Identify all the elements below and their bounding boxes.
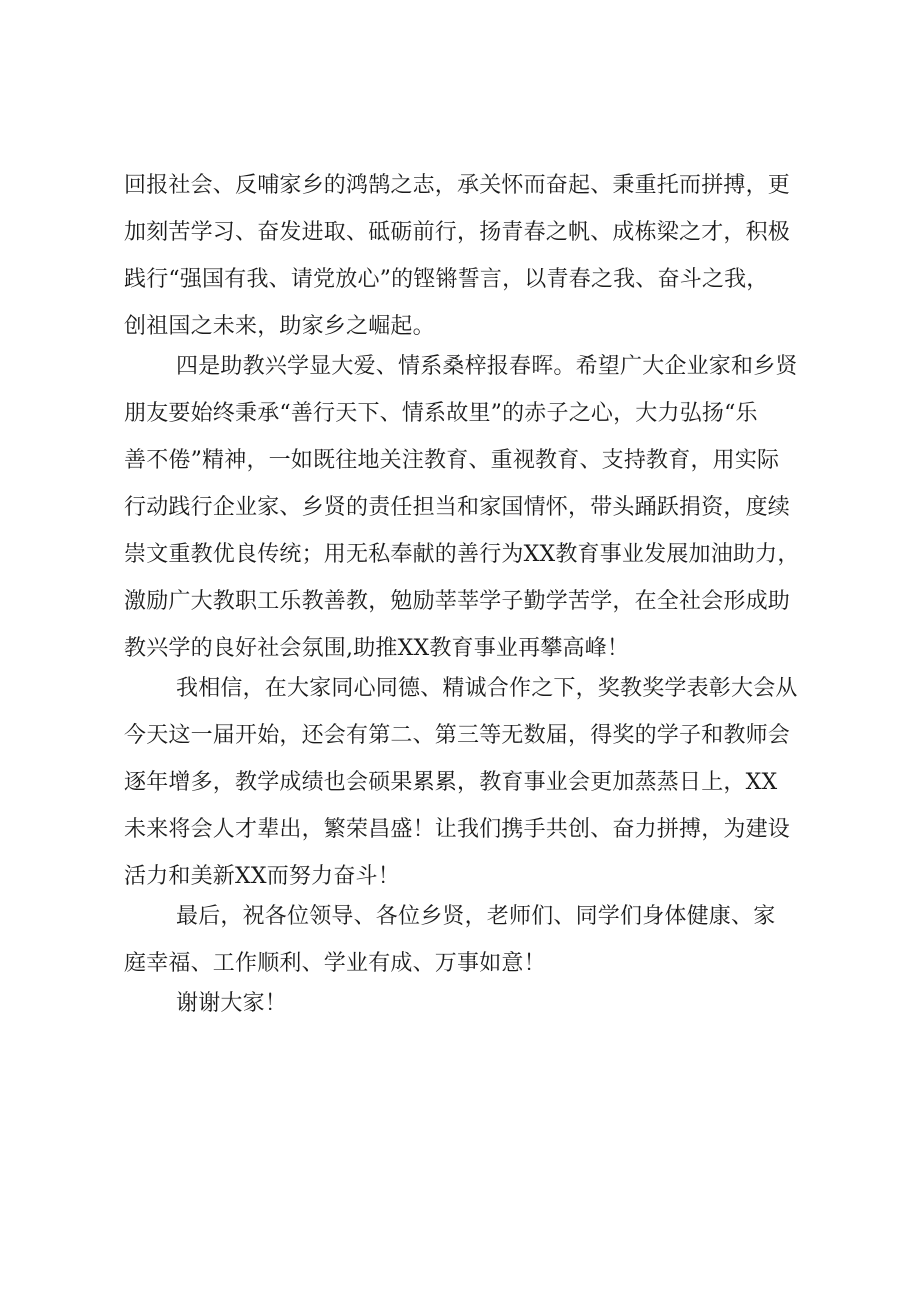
text-line: 善不倦”精神，一如既往地关注教育、重视教育、支持教育，用实际 [124,448,780,473]
text-line: 回报社会、反哺家乡的鸿鹄之志，承关怀而奋起、秉重托而拼搏，更 [124,173,791,198]
text-line: 行动践行企业家、乡贤的责任担当和家国情怀，带头踊跃捐资，度续 [124,495,791,520]
text-line: 教兴学的良好社会氛围,助推XX教育事业再攀高峰！ [124,636,630,661]
text-line: 活力和美新XX而努力奋斗！ [124,864,400,889]
text-line: 谢谢大家！ [176,991,288,1016]
text-line: 激励广大教职工乐教善教，勉励莘莘学子勤学苦学，在全社会形成助 [124,589,791,614]
text-line: 践行“强国有我、请党放心”的铿锵誓言，以青春之我、奋斗之我， [124,267,769,292]
text-line: 逐年增多，教学成绩也会硕果累累，教育事业会更加蒸蒸日上，XX [124,770,778,795]
text-line: 朋友要始终秉承“善行天下、情系故里”的赤子之心，大力弘扬“乐 [124,401,758,426]
text-line: 未来将会人才辈出，繁荣昌盛！让我们携手共创、奋力拼搏，为建设 [124,817,791,842]
text-line: 最后，祝各位领导、各位乡贤，老师们、同学们身体健康、家 [176,904,776,929]
text-line: 加刻苦学习、奋发进取、砥砺前行，扬青春之帆、成栋梁之才，积极 [124,220,791,245]
text-line: 庭幸福、工作顺利、学业有成、万事如意！ [124,951,546,976]
text-line: 今天这一届开始，还会有第二、第三等无数届，得奖的学子和教师会 [124,723,791,748]
text-line: 四是助教兴学显大爱、情系桑梓报春晖。希望广大企业家和乡贤 [176,354,798,379]
text-line: 崇文重教优良传统；用无私奉献的善行为XX教育事业发展加油助力， [124,542,800,567]
text-line: 我相信，在大家同心同德、精诚合作之下，奖教奖学表彰大会从 [176,676,798,701]
text-line: 创祖国之未来，助家乡之崛起。 [124,314,435,339]
